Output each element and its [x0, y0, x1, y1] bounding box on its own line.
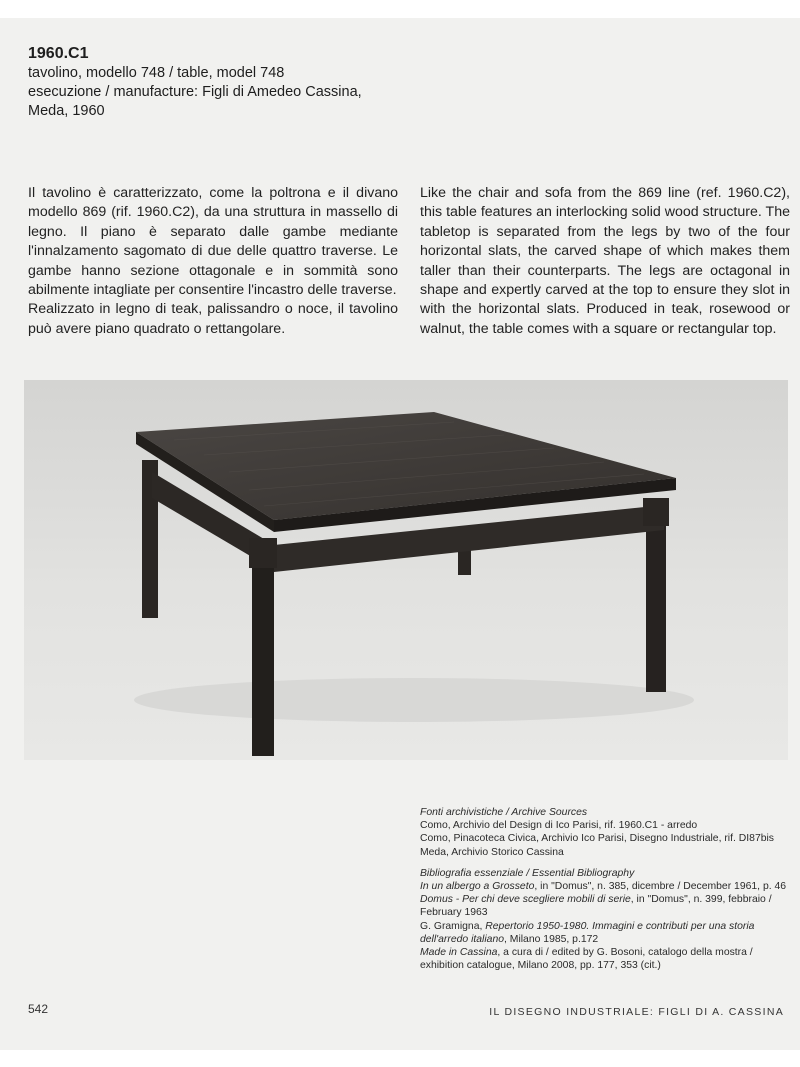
- archive-source-item: Como, Pinacoteca Civica, Archivio Ico Parisi, Disegno Industriale, rif. DI87bis: [420, 833, 775, 845]
- italian-paragraph-1: Il tavolino è caratterizzato, come la poltrona e il divano modello 869 (rif. 1960.C2), da una struttura in massello di legno. Il piano è separato dalle gambe mediante l'innalzamento sagomato di due delle quattro traverse. Le gambe hanno sezione ottagonale e in sommità sono abilmente intagliate per consentire l'incastro delle traverse.: [28, 185, 398, 299]
- archive-sources: [420, 806, 790, 859]
- italian-paragraph-2: Realizzato in legno di teak, palissandro o noce, il tavolino può avere piano quadrato o rettangolare.: [28, 301, 398, 337]
- bibliography-item: G. Gramigna, Repertorio 1950-1980. Immagini e contributi per una storia dell'arredo italiano, Milano 1985, p.172: [420, 920, 755, 945]
- front-leg: [252, 540, 274, 756]
- italian-text-column: [28, 184, 398, 339]
- archive-sources-title: Fonti archivistiche / Archive Sources: [420, 807, 588, 818]
- table-photograph: [24, 380, 788, 760]
- english-paragraph-1: Like the chair and sofa from the 869 line (ref. 1960.C2), this table features an interlocking solid wood structure. The tabletop is separated from the legs by two of the four horizontal slats, the carved shape of which makes them taller than their counterparts. The legs are octagonal in shape and expertly carved at the top to ensure they slot in with the horizontal slats. Produced in teak, rosewood or walnut, the table comes with a square or rectangular top.: [420, 185, 790, 337]
- bibliography-item: Domus - Per chi deve scegliere mobili di serie, in "Domus", n. 399, febbraio / February 1963: [420, 894, 772, 919]
- entry-manufacture: esecuzione / manufacture: Figli di Amedeo Cassina,: [28, 84, 362, 100]
- bibliography-item: Made in Cassina, a cura di / edited by G. Bosoni, catalogo della mostra / exhibition catalogue, Milano 2008, pp. 177, 353 (cit.): [420, 947, 753, 972]
- archive-source-item: Como, Archivio del Design di Ico Parisi, rif. 1960.C1 - arredo: [420, 820, 698, 832]
- bibliography-item: In un albergo a Grosseto, in "Domus", n. 385, dicembre / December 1961, p. 46: [420, 881, 787, 893]
- running-title: IL DISEGNO INDUSTRIALE: FIGLI DI A. CASSINA: [489, 1006, 784, 1018]
- entry-code: 1960.C1: [28, 45, 89, 62]
- bibliography-title: Bibliografia essenziale / Essential Bibliography: [420, 867, 635, 879]
- page-number: 542: [28, 1002, 49, 1016]
- entry-place-date: Meda, 1960: [28, 103, 105, 119]
- bibliography: [420, 867, 790, 973]
- book-page: [0, 18, 800, 1050]
- archive-source-item: Meda, Archivio Storico Cassina: [420, 846, 564, 858]
- entry-header: [28, 44, 362, 121]
- table-photo-drawing: [24, 380, 788, 760]
- references-section: [420, 806, 790, 980]
- english-text-column: [420, 184, 790, 339]
- entry-title: tavolino, modello 748 / table, model 748: [28, 65, 285, 81]
